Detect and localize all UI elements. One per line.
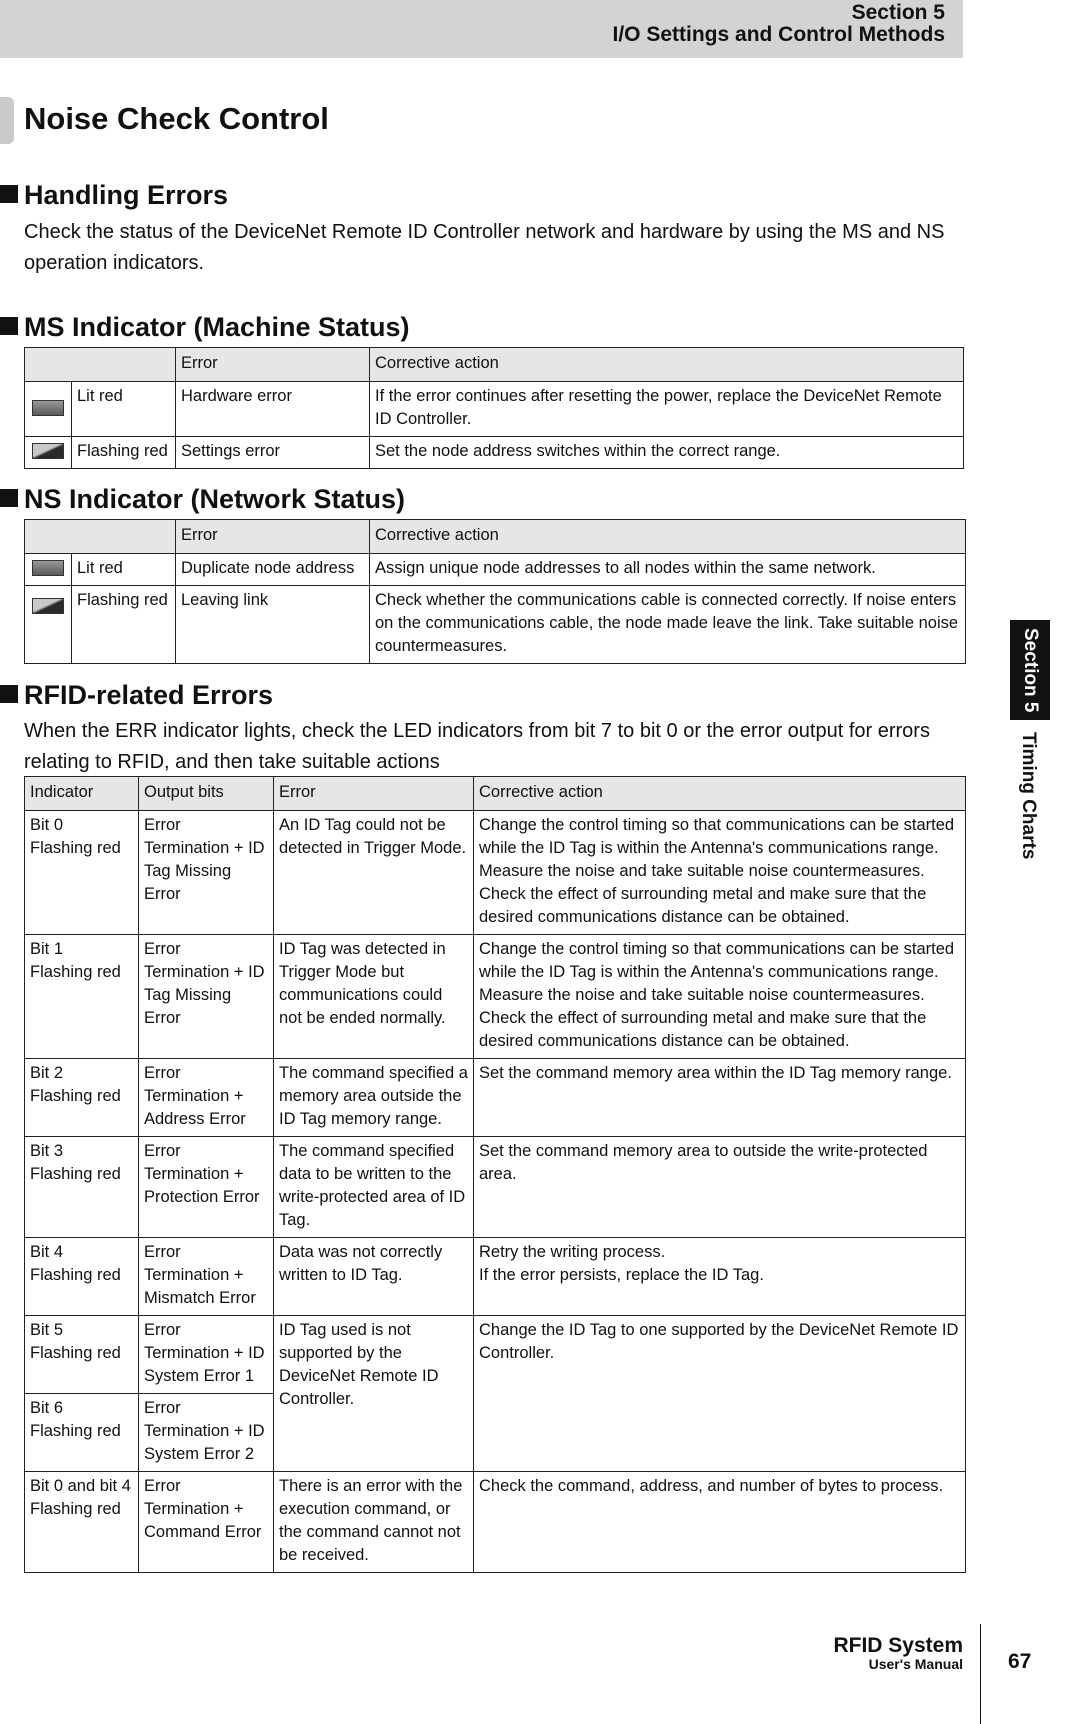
indicator-cell: Bit 5 Flashing red bbox=[25, 1316, 139, 1394]
action-cell: Change the ID Tag to one supported by the DeviceNet Remote ID Controller. bbox=[474, 1316, 966, 1472]
indicator-cell: Bit 2 Flashing red bbox=[25, 1059, 139, 1137]
error-cell: An ID Tag could not be detected in Trigger Mode. bbox=[274, 811, 474, 935]
output-bits-cell: Error Termination + ID Tag Missing Error bbox=[139, 811, 274, 935]
header-action: Corrective action bbox=[370, 520, 966, 554]
indicator-cell: Bit 4 Flashing red bbox=[25, 1238, 139, 1316]
header-action: Corrective action bbox=[370, 348, 964, 382]
error-cell: Duplicate node address bbox=[176, 554, 370, 586]
header-action: Corrective action bbox=[474, 777, 966, 811]
led-lit-icon bbox=[32, 560, 64, 576]
led-lit-icon-cell bbox=[25, 382, 72, 437]
title-marker bbox=[0, 97, 14, 144]
led-lit-icon bbox=[32, 400, 64, 416]
header-error: Error bbox=[176, 348, 370, 382]
heading-handling-errors: Handling Errors bbox=[0, 180, 228, 211]
table-header-row bbox=[25, 777, 966, 811]
table-row bbox=[25, 935, 966, 1059]
footer-divider bbox=[980, 1624, 981, 1724]
heading-ns-indicator: NS Indicator (Network Status) bbox=[0, 484, 405, 515]
table-header-row bbox=[25, 520, 966, 554]
output-bits-cell: Error Termination + Mismatch Error bbox=[139, 1238, 274, 1316]
table-row bbox=[25, 1472, 966, 1573]
page-number: 67 bbox=[1008, 1650, 1032, 1673]
table-row bbox=[25, 1059, 966, 1137]
section-tab: Section 5 bbox=[1010, 620, 1050, 720]
error-cell: Leaving link bbox=[176, 586, 370, 664]
bullet-square-icon bbox=[0, 685, 18, 703]
indicator-cell: Bit 1 Flashing red bbox=[25, 935, 139, 1059]
output-bits-cell: Error Termination + ID Tag Missing Error bbox=[139, 935, 274, 1059]
led-flashing-icon bbox=[32, 598, 64, 614]
led-flashing-icon-cell bbox=[25, 437, 72, 469]
action-cell: Set the command memory area within the ID Tag memory range. bbox=[474, 1059, 966, 1137]
error-cell: There is an error with the execution command, or the command cannot not be received. bbox=[274, 1472, 474, 1573]
table-header-row bbox=[25, 348, 964, 382]
indicator-cell: Bit 0 Flashing red bbox=[25, 811, 139, 935]
led-state: Lit red bbox=[72, 554, 176, 586]
rfid-errors-table bbox=[24, 776, 966, 1573]
action-cell: Check whether the communications cable is connected correctly. If noise enters on the communications cable, the node made leave the link. Take suitable noise countermeasures. bbox=[370, 586, 966, 664]
led-state: Flashing red bbox=[72, 586, 176, 664]
led-lit-icon-cell bbox=[25, 554, 72, 586]
error-cell: The command specified data to be written to the write-protected area of ID Tag. bbox=[274, 1137, 474, 1238]
output-bits-cell: Error Termination + Address Error bbox=[139, 1059, 274, 1137]
header-blank bbox=[25, 520, 176, 554]
header-indicator: Indicator bbox=[25, 777, 139, 811]
error-cell: Data was not correctly written to ID Tag. bbox=[274, 1238, 474, 1316]
output-bits-cell: Error Termination + Command Error bbox=[139, 1472, 274, 1573]
output-bits-cell: Error Termination + Protection Error bbox=[139, 1137, 274, 1238]
action-cell: Retry the writing process. If the error persists, replace the ID Tag. bbox=[474, 1238, 966, 1316]
error-cell: The command specified a memory area outside the ID Tag memory range. bbox=[274, 1059, 474, 1137]
table-row bbox=[25, 437, 964, 469]
footer-title: RFID System bbox=[833, 1634, 963, 1657]
error-cell: ID Tag was detected in Trigger Mode but communications could not be ended normally. bbox=[274, 935, 474, 1059]
action-cell: Assign unique node addresses to all nodes within the same network. bbox=[370, 554, 966, 586]
action-cell: Set the node address switches within the correct range. bbox=[370, 437, 964, 469]
header-section: Section 5 bbox=[851, 1, 945, 24]
led-state: Lit red bbox=[72, 382, 176, 437]
indicator-cell: Bit 6 Flashing red bbox=[25, 1394, 139, 1472]
bullet-square-icon bbox=[0, 317, 18, 335]
footer-subtitle: User's Manual bbox=[868, 1656, 963, 1672]
led-flashing-icon bbox=[32, 443, 64, 459]
error-cell: Settings error bbox=[176, 437, 370, 469]
table-row bbox=[25, 586, 966, 664]
indicator-cell: Bit 3 Flashing red bbox=[25, 1137, 139, 1238]
table-row bbox=[25, 1137, 966, 1238]
table-row bbox=[25, 1316, 966, 1394]
output-bits-cell: Error Termination + ID System Error 1 bbox=[139, 1316, 274, 1394]
ms-indicator-table bbox=[24, 347, 964, 469]
rfid-table-body bbox=[25, 811, 966, 1573]
handling-paragraph: Check the status of the DeviceNet Remote ID Controller network and hardware by using the MS and NS operation indicators. bbox=[24, 221, 945, 274]
error-cell: ID Tag used is not supported by the DeviceNet Remote ID Controller. bbox=[274, 1316, 474, 1472]
heading-ms-indicator: MS Indicator (Machine Status) bbox=[0, 312, 410, 343]
table-row bbox=[25, 554, 966, 586]
header-error: Error bbox=[274, 777, 474, 811]
action-cell: Change the control timing so that communications can be started while the ID Tag is within the Antenna's communications range. Measure the noise and take suitable noise countermeasures. Check the effect of surrounding metal and make sure that the desired communications distance can be obtained. bbox=[474, 811, 966, 935]
heading-rfid-errors: RFID-related Errors bbox=[0, 680, 273, 711]
action-cell: Change the control timing so that communications can be started while the ID Tag is within the Antenna's communications range. Measure the noise and take suitable noise countermeasures. Check the effect of surrounding metal and make sure that the desired communications distance can be obtained. bbox=[474, 935, 966, 1059]
table-row bbox=[25, 811, 966, 935]
page-title: Noise Check Control bbox=[24, 101, 329, 136]
action-cell: Check the command, address, and number of bytes to process. bbox=[474, 1472, 966, 1573]
header-output-bits: Output bits bbox=[139, 777, 274, 811]
table-row bbox=[25, 382, 964, 437]
header-subtitle: I/O Settings and Control Methods bbox=[612, 23, 945, 46]
section-tab-text: Timing Charts bbox=[1018, 732, 1039, 860]
header-error: Error bbox=[176, 520, 370, 554]
error-cell: Hardware error bbox=[176, 382, 370, 437]
bullet-square-icon bbox=[0, 185, 18, 203]
page-header bbox=[0, 0, 963, 58]
indicator-cell: Bit 0 and bit 4 Flashing red bbox=[25, 1472, 139, 1573]
table-row bbox=[25, 1238, 966, 1316]
led-state: Flashing red bbox=[72, 437, 176, 469]
output-bits-cell: Error Termination + ID System Error 2 bbox=[139, 1394, 274, 1472]
rfid-paragraph: When the ERR indicator lights, check the LED indicators from bit 7 to bit 0 or the error output for errors relating to RFID, and then take suitable actions bbox=[24, 720, 930, 773]
led-flashing-icon-cell bbox=[25, 586, 72, 664]
action-cell: Set the command memory area to outside the write-protected area. bbox=[474, 1137, 966, 1238]
ns-indicator-table bbox=[24, 519, 966, 664]
action-cell: If the error continues after resetting the power, replace the DeviceNet Remote ID Controller. bbox=[370, 382, 964, 437]
bullet-square-icon bbox=[0, 489, 18, 507]
header-blank bbox=[25, 348, 176, 382]
